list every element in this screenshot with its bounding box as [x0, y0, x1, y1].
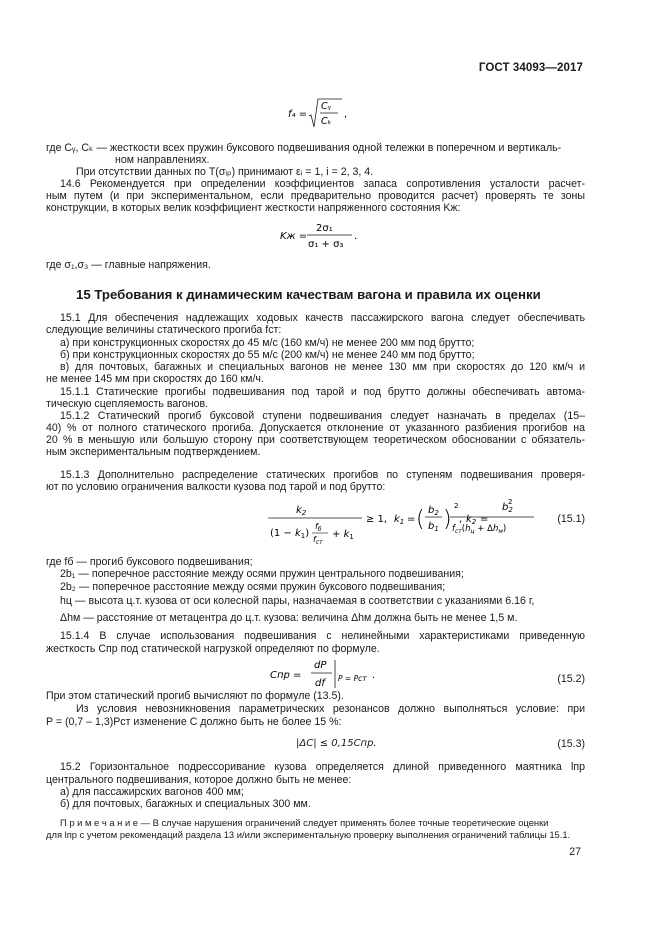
- item-a: а) при конструкционных скоростях до 45 м/с (160 км/ч) не менее 200 мм под брутто;: [60, 337, 475, 349]
- svg-text:,: ,: [344, 109, 348, 120]
- p151-line-2: следующие величины статического прогиба fст:: [46, 324, 282, 336]
- svg-text:k2: $k_2$: [296, 505, 307, 517]
- equation-number-15-3: (15.3): [557, 738, 585, 750]
- item-c-line-1: в) для почтовых, багажных и специальных вагонов не менее 130 мм при скоростях до 120 км/ч и: [60, 361, 585, 373]
- svg-text:.: .: [354, 231, 358, 242]
- svg-text:(1 − k1): $(1 - k_1)$: [270, 528, 310, 540]
- svg-text:≥ 1,: ≥ 1,: [366, 514, 388, 525]
- f4-lhs: f₄ =: [288, 109, 308, 120]
- formula-15-3: |ΔC| ≤ 0,15Cпр.: [296, 738, 377, 749]
- def-2b2: 2b₂ — поперечное расстояние между осями пружин буксового подвешивания;: [60, 581, 446, 593]
- p1512-line-1: 15.1.2 Статический прогиб буксовой ступени подвешивания следует назначать в пределах (15–: [60, 410, 585, 422]
- def-hc: hц — высота ц.т. кузова от оси колесной пары, назначаемая в соответствии с указаниями 6.16 г,: [60, 595, 535, 607]
- cpr-eval: P = Pст: [338, 674, 367, 683]
- svg-text:b1: $b_1$: [428, 521, 439, 533]
- after-15-2: При этом статический прогиб вычисляют по формуле (13.5).: [46, 690, 344, 702]
- p1511-line-1: 15.1.1 Статические прогибы подвешивания под тарой и под брутто должны обеспечивать автома-: [60, 386, 585, 398]
- resonance-line-2: P = (0,7 – 1,3)Pст изменение C должно быть не более 15 %:: [46, 716, 342, 728]
- p146-line-2: ным путем (и при экспериментальном, если предварительно проводится расчет) проверять те зоны: [46, 190, 585, 202]
- svg-text:(: (: [416, 507, 425, 532]
- p146-line-3: конструкции, в которых велик коэффициент жесткости напряженного состояния Kж:: [46, 202, 461, 214]
- svg-text:+ k1: + $k_1$: [332, 529, 354, 541]
- cpr-numerator: dP: [314, 660, 327, 671]
- sigma-where: где σ₁,σ₃ — главные напряжения.: [46, 259, 211, 271]
- svg-text:.: .: [372, 670, 376, 681]
- p152-line-1: 15.2 Горизонтальное подрессоривание кузова определяется длиной приведенного маятника lпр: [60, 761, 585, 773]
- formula-kzh: [276, 218, 376, 254]
- formula-f4: [282, 96, 372, 132]
- page-number: 27: [569, 846, 581, 858]
- note-line-2: для lпр с учетом рекомендаций раздела 13 и/или экспериментальную проверку выполнения ограничений таблицы 15.1.: [46, 829, 571, 840]
- p1512-line-2: 40) % от полного статического прогиба. Допускается отклонение от указанного разбиения прогибов на: [46, 422, 585, 434]
- standard-code: ГОСТ 34093—2017: [478, 62, 583, 74]
- svg-text:2: 2: [454, 502, 459, 510]
- p1513-line-1: 15.1.3 Дополнительно распределение статических прогибов по ступеням подвешивания проверя-: [60, 469, 585, 481]
- formula-15-1-denominator: [448, 509, 538, 541]
- svg-text:=: =: [407, 514, 416, 525]
- formula-15-2: [268, 654, 398, 694]
- svg-text:): ): [443, 507, 452, 532]
- svg-text:fст(hц + Δhм): $f_{ст}(h_ц + \Delta h_м)$: [452, 524, 507, 535]
- p151-line-1: 15.1 Для обеспечения надлежащих ходовых качеств пассажирского вагона следует обеспечивать: [60, 312, 585, 324]
- kzh-lhs: Kж =: [280, 231, 308, 242]
- resonance-line-1: Из условия невозникновения параметрических резонансов должно выполняться условие: при: [76, 703, 585, 715]
- p152-item-a: а) для пассажирских вагонов 400 мм;: [60, 786, 244, 798]
- kzh-denominator: σ₁ + σ₃: [308, 239, 344, 250]
- p1513-line-2: ют по условию ограничения валкости кузова под тарой и под брутто:: [46, 481, 386, 493]
- equation-number-15-2: (15.2): [557, 673, 585, 685]
- p1511-line-2: тическую сцепляемость вагонов.: [46, 398, 209, 410]
- p1512-line-4: ным экспериментальным подтверждением.: [46, 446, 261, 458]
- p1514-line-1: 15.1.4 В случае использования подвешивания с нелинейными характеристиками приведенную: [60, 630, 585, 642]
- note-line-1: П р и м е ч а н и е — В случае нарушения ограничений следует применять более точные теоретические оценки: [60, 817, 549, 828]
- p1512-line-3: 20 % в меньшую или большую сторону при соответствующем теоретическом обосновании с обязатель-: [46, 434, 585, 446]
- p146-line-1: 14.6 Рекомендуется при определении коэффициентов запаса сопротивления усталости расчет-: [60, 178, 585, 190]
- p152-item-b: б) для почтовых, багажных и специальных 300 мм.: [60, 798, 311, 810]
- f4-denominator: Cₖ: [321, 116, 332, 127]
- def-2b1: 2b₁ — поперечное расстояние между осями пружин центрального подвешивания;: [60, 568, 464, 580]
- where-line-2: ном направлениях.: [115, 154, 210, 166]
- svg-text:fб: $f_б$: [315, 522, 322, 533]
- svg-text:,: ,: [459, 514, 463, 525]
- svg-text:b2: $b_2$: [502, 502, 513, 514]
- p152-line-2: центрального подвешивания, которое должно быть не менее:: [46, 774, 352, 786]
- svg-text:=: =: [480, 514, 489, 525]
- equation-number-15-1: (15.1): [557, 513, 585, 525]
- item-b: б) при конструкционных скоростях до 55 м/с (200 км/ч) не менее 240 мм под брутто;: [60, 349, 475, 361]
- svg-text:k1: $k_1$: [394, 514, 405, 526]
- cpr-denominator: df: [315, 678, 325, 689]
- cpr-lhs: Cпр =: [270, 670, 302, 681]
- item-c-line-2: не менее 145 мм при скоростях до 160 км/ч.: [46, 373, 264, 385]
- svg-text:k2: $k_2$: [466, 514, 477, 526]
- f4-numerator: Cᵧ: [321, 101, 332, 112]
- kzh-numerator: 2σ₁: [316, 223, 333, 234]
- p1514-line-2: жесткость Cпр под статической нагрузкой определяют по формуле.: [46, 643, 380, 655]
- section-title: 15 Требования к динамическим качествам вагона и правила их оценки: [76, 287, 541, 302]
- svg-text:fст: $f_{ст}$: [313, 535, 323, 546]
- svg-text:b2: $b_2$: [428, 505, 439, 517]
- def-f-b: где fб — прогиб буксового подвешивания;: [46, 556, 253, 568]
- svg-text:2: 2: [508, 498, 513, 506]
- where-line-1: где Cᵧ, Cₖ — жесткости всех пружин буксового подвешивания одной тележки в поперечном и вертикаль-: [46, 142, 562, 154]
- def-delta-hm: Δhм — расстояние от метацентра до ц.т. кузова: величина Δhм должна быть не менее 1,5 м.: [60, 612, 518, 624]
- absence-line: При отсутствии данных по T(σᵢₚ) принимают εᵢ = 1, i = 2, 3, 4.: [76, 166, 374, 178]
